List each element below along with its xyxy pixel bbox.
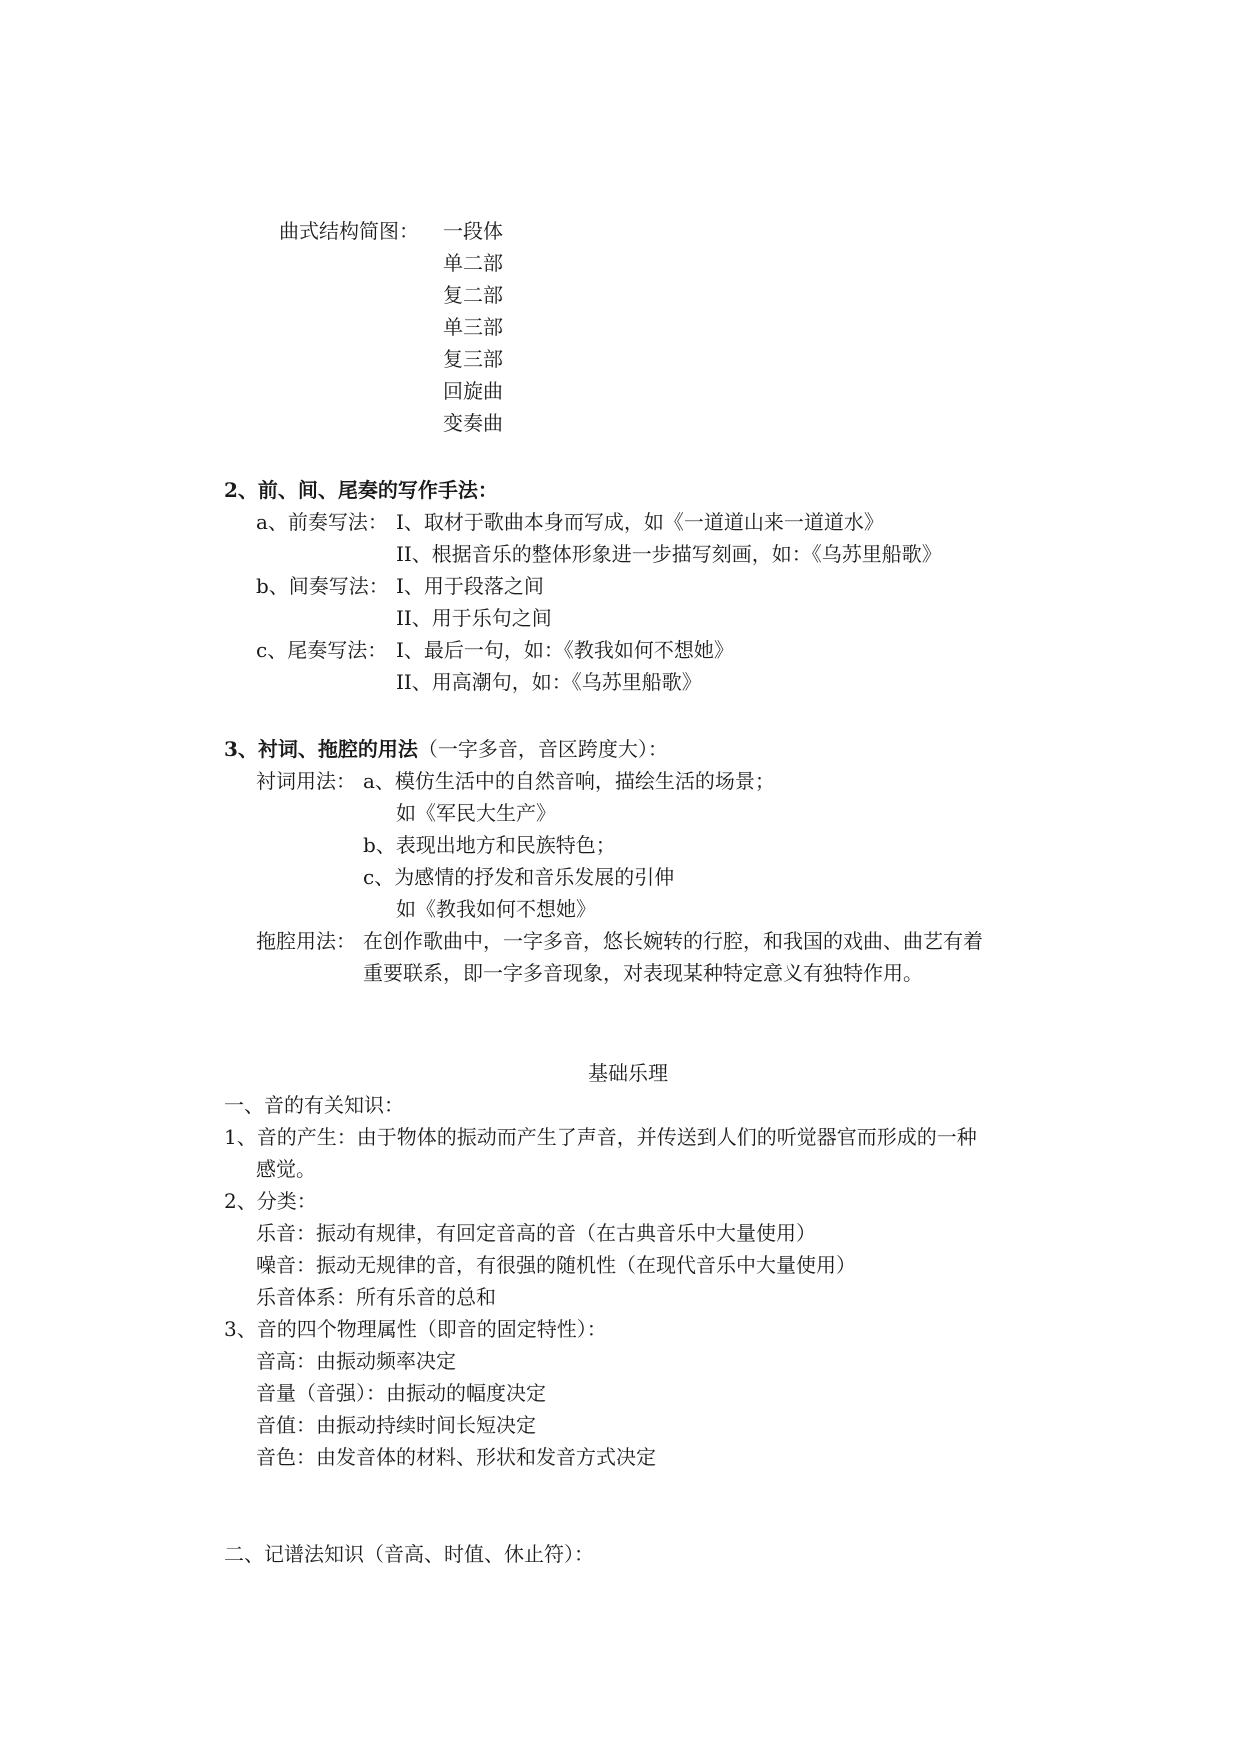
theory-subitem: 噪音：振动无规律的音，有很强的随机性（在现代音乐中大量使用） <box>256 1253 856 1277</box>
form-item: 单三部 <box>443 315 503 339</box>
filler-item: c、为感情的抒发和音乐发展的引伸 <box>363 865 675 889</box>
theory-subitem: 音值：由振动持续时间长短决定 <box>256 1413 536 1437</box>
form-item: 单二部 <box>443 251 503 275</box>
form-item: 复三部 <box>443 347 503 371</box>
theory-subitem: 音量（音强）：由振动的幅度决定 <box>256 1381 546 1405</box>
theory-subitem: 乐音体系：所有乐音的总和 <box>256 1285 496 1309</box>
interlude-item: II、用于乐句之间 <box>396 606 552 630</box>
prelude-item: I、取材于歌曲本身而写成，如《一道道山来一道道水》 <box>396 510 884 534</box>
filler-item: a、模仿生活中的自然音响，描绘生活的场景； <box>363 769 775 793</box>
form-item: 变奏曲 <box>443 411 503 435</box>
section3-heading <box>224 736 668 762</box>
section2-heading: 2、前、间、尾奏的写作手法： <box>224 478 498 502</box>
filler-example: 如《军民大生产》 <box>396 801 556 825</box>
prelude-item: II、根据音乐的整体形象进一步描写刻画，如：《乌苏里船歌》 <box>396 542 942 566</box>
theory-item: 感觉。 <box>256 1157 316 1181</box>
interlude-item: I、用于段落之间 <box>396 574 544 598</box>
interlude-label: b、间奏写法： <box>256 574 389 598</box>
section3-heading-bold: 3、衬词、拖腔的用法 <box>224 737 418 761</box>
prelude-label: a、前奏写法： <box>256 510 388 534</box>
theory-subitem: 乐音：振动有规律，有回定音高的音（在古典音乐中大量使用） <box>256 1221 816 1245</box>
basic-theory-title: 基础乐理 <box>588 1061 668 1085</box>
drag-text: 在创作歌曲中，一字多音，悠长婉转的行腔，和我国的戏曲、曲艺有着 <box>363 929 983 953</box>
postlude-item: I、最后一句，如：《教我如何不想她》 <box>396 638 734 662</box>
form-item: 回旋曲 <box>443 379 503 403</box>
form-diagram-label: 曲式结构简图： <box>279 219 419 243</box>
theory-subitem: 音色：由发音体的材料、形状和发音方式决定 <box>256 1445 656 1469</box>
postlude-item: II、用高潮句，如：《乌苏里船歌》 <box>396 670 702 694</box>
theory-subitem: 音高：由振动频率决定 <box>256 1349 456 1373</box>
filler-item: b、表现出地方和民族特色； <box>363 833 616 857</box>
theory-item: 1、音的产生：由于物体的振动而产生了声音，并传送到人们的听觉器官而形成的一种 <box>224 1125 977 1149</box>
drag-text: 重要联系，即一字多音现象，对表现某种特定意义有独特作用。 <box>363 961 923 985</box>
drag-label: 拖腔用法： <box>256 929 356 953</box>
part1-heading: 一、音的有关知识： <box>224 1093 404 1117</box>
part2-heading: 二、记谱法知识（音高、时值、休止符）： <box>224 1542 594 1566</box>
section3-heading-note: （一字多音，音区跨度大）： <box>417 737 668 761</box>
filler-label: 衬词用法： <box>256 769 356 793</box>
filler-example: 如《教我如何不想她》 <box>396 897 596 921</box>
form-item: 一段体 <box>443 219 503 243</box>
theory-item: 3、音的四个物理属性（即音的固定特性）： <box>224 1317 607 1341</box>
form-item: 复二部 <box>443 283 503 307</box>
postlude-label: c、尾奏写法： <box>256 638 388 662</box>
theory-item: 2、分类： <box>224 1189 317 1213</box>
